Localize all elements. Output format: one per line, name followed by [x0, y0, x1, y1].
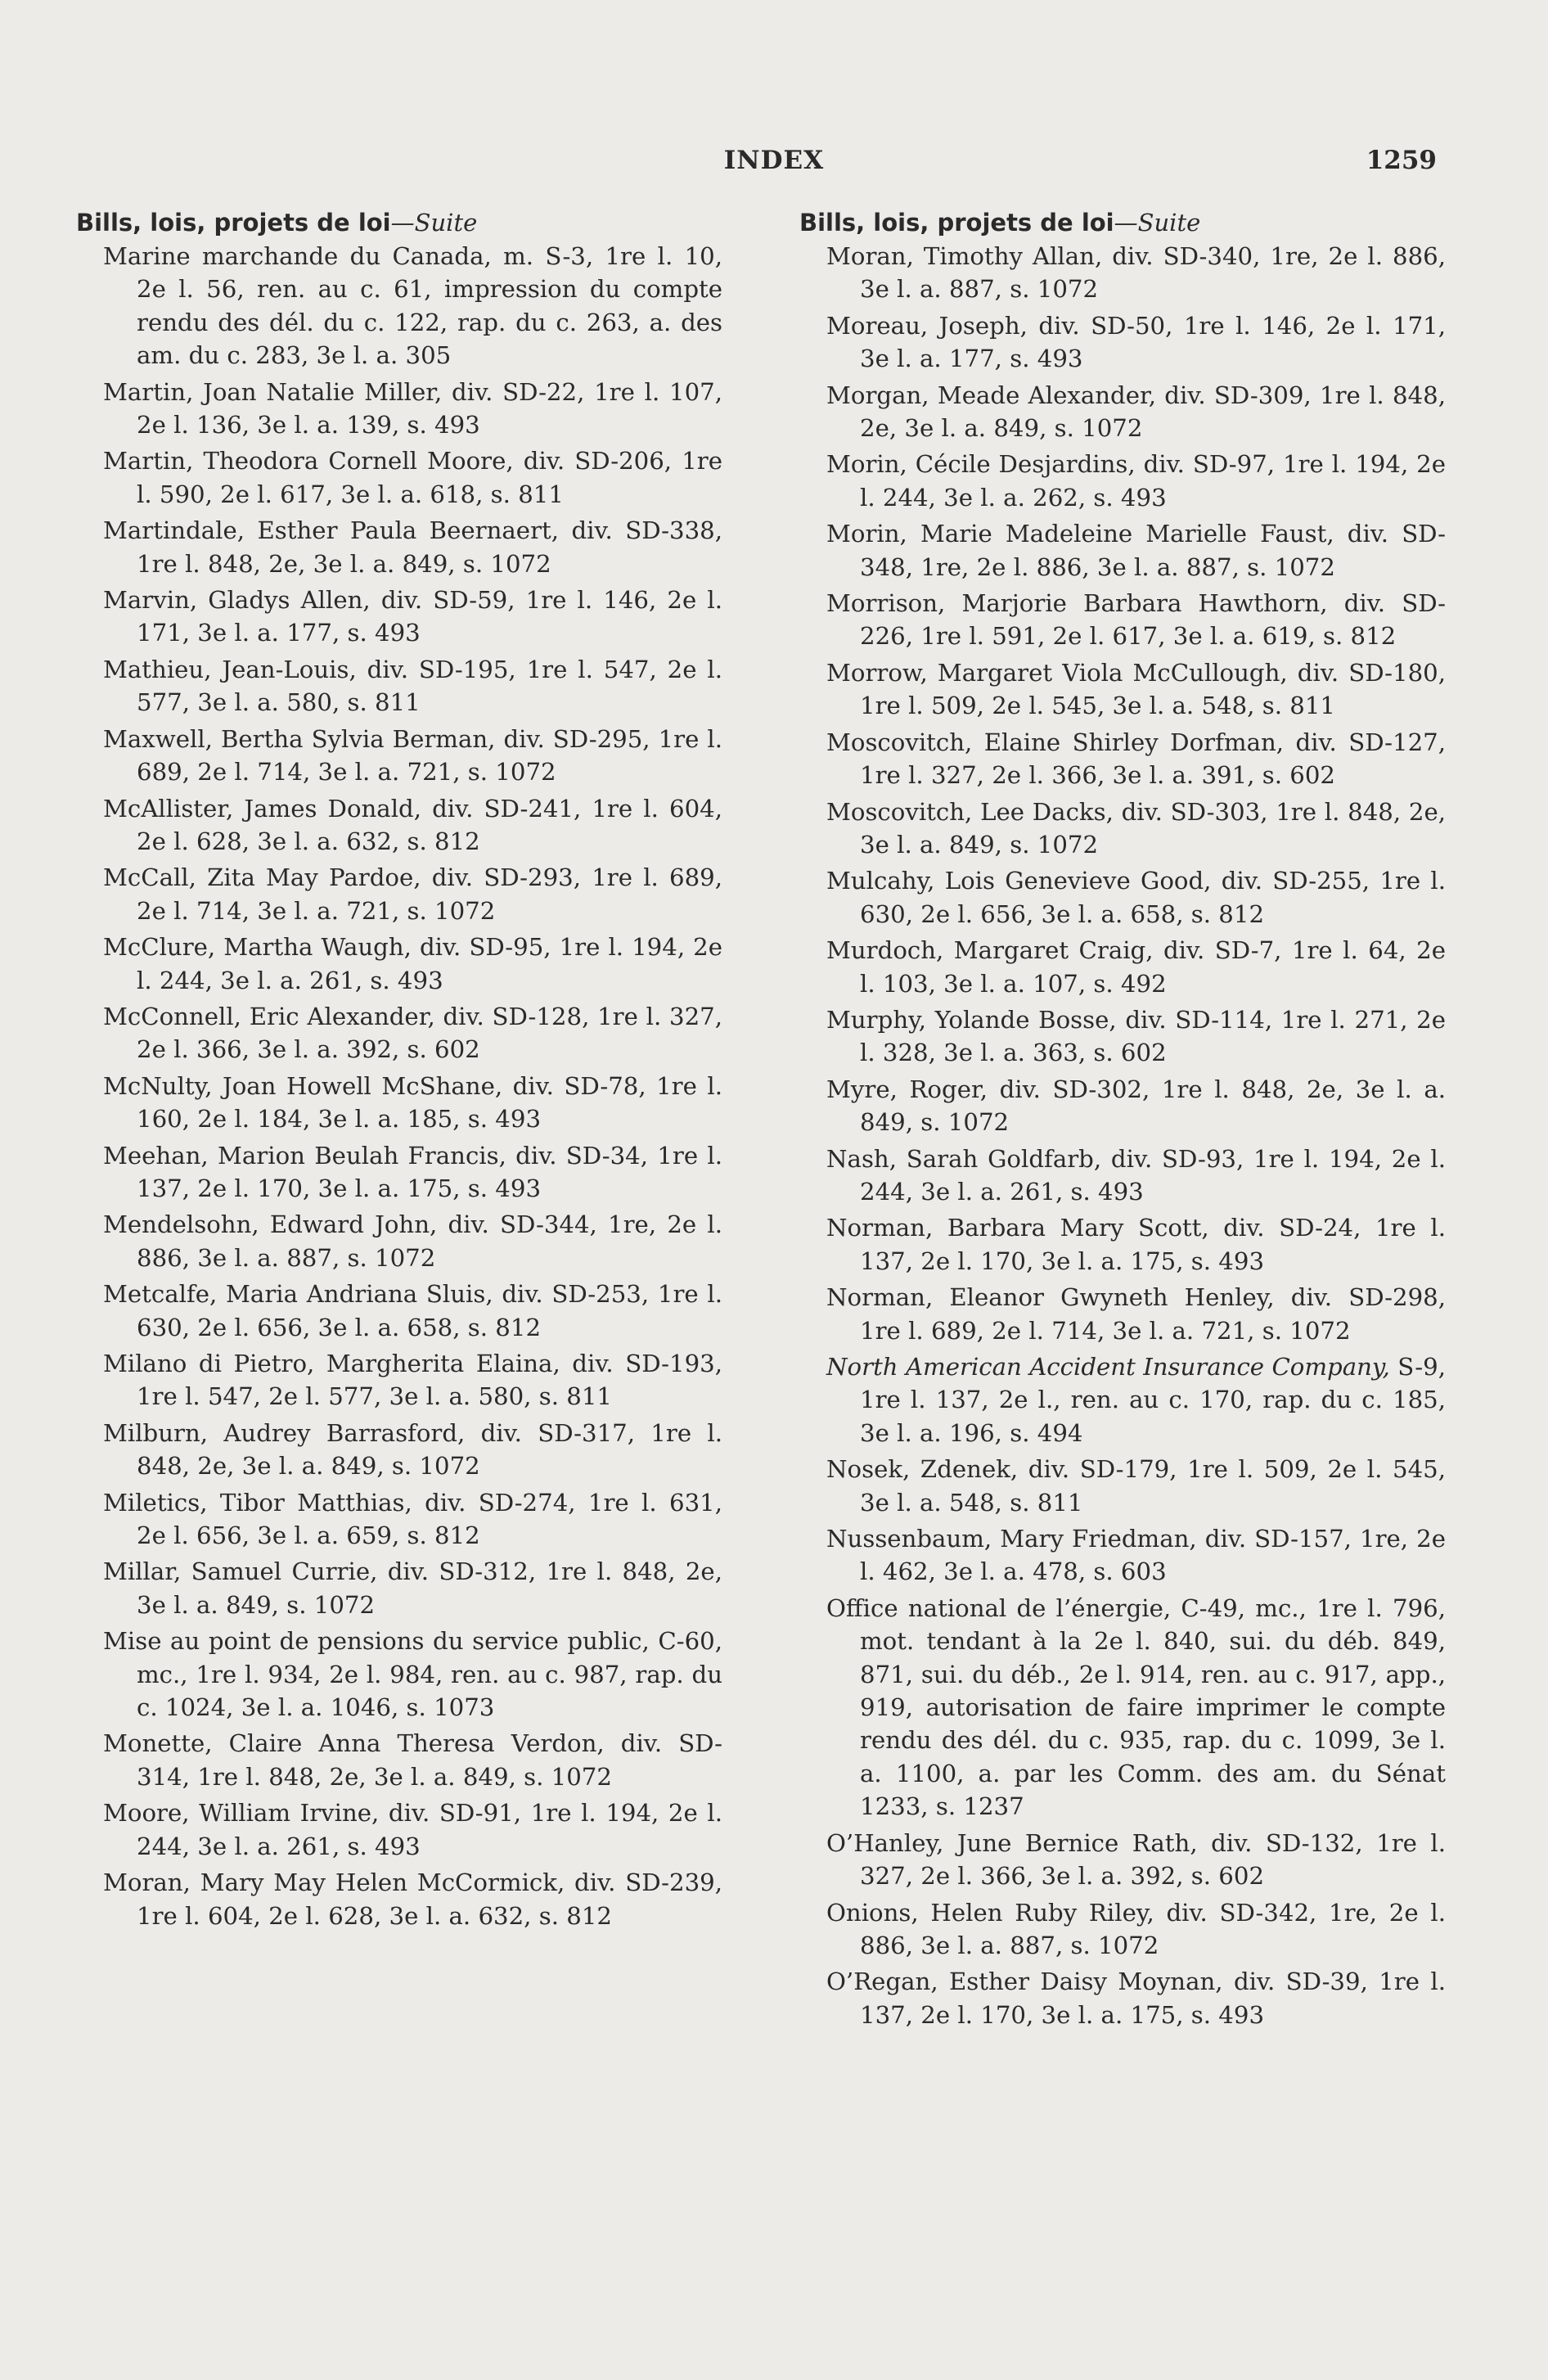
entry-text: McClure, Martha Waugh, div. SD-95, 1re l. 194, 2e l. 244, 3e l. a. 261, s. 493 [103, 933, 722, 994]
index-entry [76, 1347, 722, 1413]
index-entry [76, 240, 722, 372]
index-entry [76, 1070, 722, 1136]
index-entry [76, 723, 722, 789]
entry-text: McNulty, Joan Howell McShane, div. SD-78, 1re l. 160, 2e l. 184, 3e l. a. 185, s. 493 [103, 1071, 722, 1134]
page-number: 1259 [1366, 146, 1437, 175]
index-entry [799, 587, 1446, 653]
index-entry [799, 517, 1446, 584]
entry-text: Morgan, Meade Alexander, div. SD-309, 1re l. 848, 2e, 3e l. a. 849, s. 1072 [826, 381, 1446, 443]
index-entry [76, 1796, 722, 1863]
index-entry [76, 376, 722, 442]
entry-text: Martindale, Esther Paula Beernaert, div. SD-338, 1re l. 848, 2e, 3e l. a. 849, s. 1072 [103, 516, 722, 578]
index-entry [76, 1208, 722, 1274]
index-entry [799, 1350, 1446, 1449]
index-entry [76, 444, 722, 511]
index-entry [76, 1555, 722, 1621]
entry-text: O’Regan, Esther Daisy Moynan, div. SD-39, 1re l. 137, 2e l. 170, 3e l. a. 175, s. 493 [826, 1968, 1446, 2029]
index-entry [799, 1281, 1446, 1347]
index-entry [799, 864, 1446, 931]
entry-text: Meehan, Marion Beulah Francis, div. SD-34, 1re l. 137, 2e l. 170, 3e l. a. 175, s. 493 [103, 1141, 722, 1202]
index-entry [799, 379, 1446, 445]
index-entry [799, 1143, 1446, 1209]
index-entry [799, 1827, 1446, 1893]
index-entry [76, 1866, 722, 1932]
entry-text: Norman, Barbara Mary Scott, div. SD-24, 1re l. 137, 2e l. 170, 3e l. a. 175, s. 493 [826, 1214, 1446, 1275]
right-column [799, 206, 1446, 2035]
entry-text: Morrow, Margaret Viola McCullough, div. SD-180, 1re l. 509, 2e l. 545, 3e l. a. 548, s. 811 [826, 658, 1446, 720]
index-entry [76, 931, 722, 997]
entry-text: Milano di Pietro, Margherita Elaina, div. SD-193, 1re l. 547, 2e l. 577, 3e l. a. 580, s. 811 [103, 1350, 722, 1411]
index-entry [799, 1896, 1446, 1963]
index-entry [799, 1003, 1446, 1070]
entry-text: Milburn, Audrey Barrasford, div. SD-317, 1re l. 848, 2e, 3e l. a. 849, s. 1072 [103, 1418, 722, 1481]
entry-text: Morrison, Marjorie Barbara Hawthorn, div. SD-226, 1re l. 591, 2e l. 617, 3e l. a. 619, s. 812 [826, 589, 1446, 651]
entry-text: Moscovitch, Lee Dacks, div. SD-303, 1re l. 848, 2e, 3e l. a. 849, s. 1072 [826, 797, 1446, 859]
entry-text: Monette, Claire Anna Theresa Verdon, div. SD-314, 1re l. 848, 2e, 3e l. a. 849, s. 1072 [103, 1729, 722, 1791]
index-entry [76, 1000, 722, 1066]
entry-text: Miletics, Tibor Matthias, div. SD-274, 1re l. 631, 2e l. 656, 3e l. a. 659, s. 812 [103, 1488, 722, 1550]
entry-text: Marvin, Gladys Allen, div. SD-59, 1re l. 146, 2e l. 171, 3e l. a. 177, s. 493 [103, 586, 722, 647]
index-entry [799, 309, 1446, 376]
entry-text: Moscovitch, Elaine Shirley Dorfman, div. SD-127, 1re l. 327, 2e l. 366, 3e l. a. 391, s. 602 [826, 728, 1446, 790]
entry-text: McAllister, James Donald, div. SD-241, 1re l. 604, 2e l. 628, 3e l. a. 632, s. 812 [103, 794, 722, 855]
column-heading [799, 206, 1446, 239]
entry-list [76, 240, 722, 1932]
left-column [76, 206, 722, 1936]
entry-text: Nussenbaum, Mary Friedman, div. SD-157, 1re, 2e l. 462, 3e l. a. 478, s. 603 [826, 1525, 1446, 1586]
index-entry [76, 1278, 722, 1344]
entry-text: Murphy, Yolande Bosse, div. SD-114, 1re l. 271, 2e l. 328, 3e l. a. 363, s. 602 [826, 1005, 1446, 1067]
entry-italic-title: North American Accident Insurance Company, [826, 1353, 1390, 1381]
index-entry [76, 861, 722, 927]
entry-text: Moran, Mary May Helen McCormick, div. SD-239, 1re l. 604, 2e l. 628, 3e l. a. 632, s. 812 [103, 1868, 722, 1930]
column-heading-label: Bills, lois, projets de loi [76, 209, 391, 237]
entry-text: Nash, Sarah Goldfarb, div. SD-93, 1re l. 194, 2e l. 244, 3e l. a. 261, s. 493 [826, 1144, 1446, 1206]
entry-text: Mendelsohn, Edward John, div. SD-344, 1re, 2e l. 886, 3e l. a. 887, s. 1072 [103, 1210, 722, 1272]
entry-text: Moran, Timothy Allan, div. SD-340, 1re, 2e l. 886, 3e l. a. 887, s. 1072 [826, 242, 1446, 304]
index-entry [799, 796, 1446, 862]
index-entry [76, 792, 722, 859]
entry-text: Norman, Eleanor Gwyneth Henley, div. SD-298, 1re l. 689, 2e l. 714, 3e l. a. 721, s. 1072 [826, 1283, 1446, 1345]
column-heading-label: Bills, lois, projets de loi [799, 209, 1114, 237]
entry-text: O’Hanley, June Bernice Rath, div. SD-132, 1re l. 327, 2e l. 366, 3e l. a. 392, s. 602 [826, 1828, 1446, 1891]
entry-text: Mathieu, Jean-Louis, div. SD-195, 1re l. 547, 2e l. 577, 3e l. a. 580, s. 811 [103, 655, 722, 717]
index-entry [799, 1522, 1446, 1589]
index-entry [799, 656, 1446, 723]
entry-text: Moore, William Irvine, div. SD-91, 1re l. 194, 2e l. 244, 3e l. a. 261, s. 493 [103, 1799, 722, 1860]
index-entry [76, 1139, 722, 1206]
column-heading-suite: —Suite [1114, 209, 1201, 237]
entry-text: Murdoch, Margaret Craig, div. SD-7, 1re l. 64, 2e l. 103, 3e l. a. 107, s. 492 [826, 936, 1446, 998]
entry-text: Morin, Cécile Desjardins, div. SD-97, 1re l. 194, 2e l. 244, 3e l. a. 262, s. 493 [826, 450, 1446, 512]
entry-text: S-9, 1re l. 137, 2e l., ren. au c. 170, rap. du c. 185, 3e l. a. 196, s. 494 [860, 1353, 1446, 1447]
index-entry [76, 514, 722, 580]
entry-text: Maxwell, Bertha Sylvia Berman, div. SD-295, 1re l. 689, 2e l. 714, 3e l. a. 721, s. 1072 [103, 724, 722, 787]
index-entry [799, 1592, 1446, 1823]
index-entry [799, 1453, 1446, 1519]
index-entry [799, 1211, 1446, 1278]
entry-text: Office national de l’énergie, C-49, mc., 1re l. 796, mot. tendant à la 2e l. 840, sui. du déb. 849, 871, sui. du déb., 2e l. 914, ren. au c. 917, app., 919, autorisation de faire imprimer le compte rendu des dél. du c. 935, rap. du c. 1099, 3e l. a. 1100, a. par les Comm. des am. du Sénat 1233, s. 1237 [826, 1593, 1446, 1821]
index-entry [76, 1417, 722, 1483]
entry-text: Moreau, Joseph, div. SD-50, 1re l. 146, 2e l. 171, 3e l. a. 177, s. 493 [826, 311, 1446, 373]
index-entry [799, 240, 1446, 306]
entry-text: Nosek, Zdenek, div. SD-179, 1re l. 509, 2e l. 545, 3e l. a. 548, s. 811 [826, 1455, 1446, 1517]
column-heading [76, 206, 722, 239]
column-heading-suite: —Suite [390, 209, 478, 237]
index-entry [799, 448, 1446, 514]
entry-text: McConnell, Eric Alexander, div. SD-128, 1re l. 327, 2e l. 366, 3e l. a. 392, s. 602 [103, 1002, 722, 1064]
index-entry [799, 934, 1446, 1000]
entry-text: Mulcahy, Lois Genevieve Good, div. SD-255, 1re l. 630, 2e l. 656, 3e l. a. 658, s. 812 [826, 867, 1446, 928]
entry-text: Marine marchande du Canada, m. S-3, 1re l. 10, 2e l. 56, ren. au c. 61, impression du compte rendu des dél. du c. 122, rap. du c. 263, a. des am. du c. 283, 3e l. a. 305 [103, 242, 722, 370]
entry-list [799, 240, 1446, 2031]
page-header [0, 146, 1548, 178]
entry-text: Morin, Marie Madeleine Marielle Faust, div. SD-348, 1re, 2e l. 886, 3e l. a. 887, s. 1072 [826, 520, 1446, 581]
entry-text: Myre, Roger, div. SD-302, 1re l. 848, 2e, 3e l. a. 849, s. 1072 [826, 1075, 1446, 1137]
entry-text: Martin, Theodora Cornell Moore, div. SD-206, 1re l. 590, 2e l. 617, 3e l. a. 618, s. 811 [103, 447, 722, 508]
index-entry [799, 726, 1446, 792]
page-title: INDEX [723, 146, 825, 175]
index-entry [76, 584, 722, 650]
index-entry [76, 1486, 722, 1553]
index-entry [76, 1625, 722, 1724]
entry-text: Martin, Joan Natalie Miller, div. SD-22, 1re l. 107, 2e l. 136, 3e l. a. 139, s. 493 [103, 377, 722, 439]
entry-text: Millar, Samuel Currie, div. SD-312, 1re l. 848, 2e, 3e l. a. 849, s. 1072 [103, 1557, 722, 1619]
index-entry [799, 1073, 1446, 1139]
index-entry [76, 1727, 722, 1793]
entry-text: Metcalfe, Maria Andriana Sluis, div. SD-253, 1re l. 630, 2e l. 656, 3e l. a. 658, s. 812 [103, 1280, 722, 1341]
index-entry [76, 653, 722, 719]
entry-text: Onions, Helen Ruby Riley, div. SD-342, 1re, 2e l. 886, 3e l. a. 887, s. 1072 [826, 1898, 1446, 1959]
entry-text: McCall, Zita May Pardoe, div. SD-293, 1re l. 689, 2e l. 714, 3e l. a. 721, s. 1072 [103, 863, 722, 925]
entry-text: Mise au point de pensions du service public, C-60, mc., 1re l. 934, 2e l. 984, ren. au c. 987, rap. du c. 1024, 3e l. a. 1046, s. 1073 [103, 1627, 722, 1722]
index-entry [799, 1965, 1446, 2031]
